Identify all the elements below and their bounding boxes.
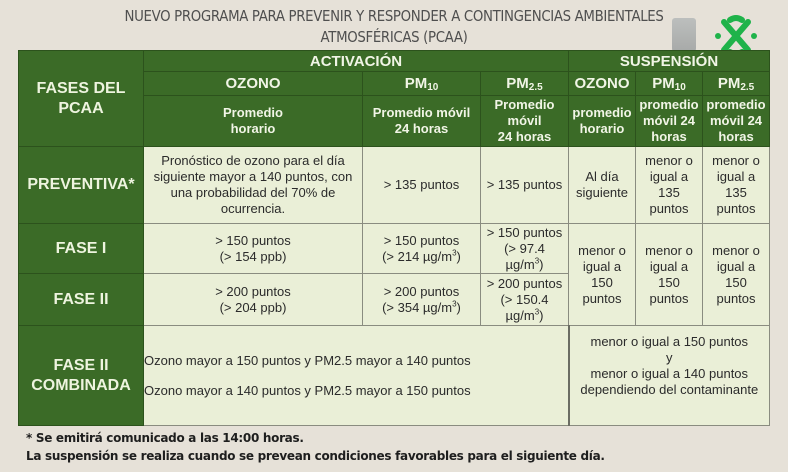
sus-pm10-averaging: promedio móvil 24 horas [636, 96, 703, 147]
table-row-preventiva [19, 147, 770, 224]
combinada-suspension: menor o igual a 150 puntos y menor o igual a 140 puntos dependiendo del contaminante [569, 326, 770, 426]
page-title [55, 6, 733, 48]
phase-preventiva: PREVENTIVA* [19, 147, 144, 224]
act-ozone-header: OZONO [144, 72, 363, 96]
phase-fase-2-combinada: FASE II COMBINADA [19, 326, 144, 426]
table-row-fase-2-combinada [19, 326, 770, 426]
fase2-act-pm25: > 200 puntos (> 150.4 $\mu g/m^3$) [481, 274, 569, 326]
corner-header-line-1: FASES DEL [36, 79, 126, 97]
phase-fase-1: FASE I [19, 224, 144, 274]
combinada-activation-2: Ozono mayor a 140 puntos y PM2.5 mayor a 150 puntos [144, 382, 471, 398]
fase2-act-ozone: > 200 puntos (> 204 ppb) [144, 274, 363, 326]
preventiva-act-ozone: Pronóstico de ozono para el día siguiente mayor a 140 puntos, con una probabilidad del 70% de ocurrencia. [144, 147, 363, 224]
activation-header: ACTIVACIÓN [144, 51, 569, 72]
corner-header [19, 51, 144, 147]
act-pm25-averaging: Promedio móvil 24 horas [481, 96, 569, 147]
footnote-2: La suspensión se realiza cuando se prevean condiciones favorables para el siguiente día. [26, 449, 605, 463]
preventiva-act-pm25: > 135 puntos [481, 147, 569, 224]
sus-pm10-header: $PM_{10}$ [636, 72, 703, 96]
preventiva-sus-pm25: menor o igual a 135 puntos [703, 147, 770, 224]
sus-pm25-averaging: promedio móvil 24 horas [703, 96, 770, 147]
footnote-1: * Se emitirá comunicado a las 14:00 horas. [26, 431, 304, 445]
preventiva-act-pm10: > 135 puntos [363, 147, 481, 224]
phase-fase-2: FASE II [19, 274, 144, 326]
fase1-act-pm25: > 150 puntos (> 97.4 $\mu g/m^3$) [481, 224, 569, 274]
fase1-act-ozone: > 150 puntos (> 154 ppb) [144, 224, 363, 274]
sus-ozone-averaging: promedio horario [569, 96, 636, 147]
act-pm10-header: $PM_{10}$ [363, 72, 481, 96]
fase1-2-sus-pm25: menor o igual a 150 puntos [703, 224, 770, 326]
act-pm25-header: $PM_{2.5}$ [481, 72, 569, 96]
corner-header-line-2: PCAA [58, 99, 104, 117]
fase1-2-sus-ozone: menor o igual a 150 puntos [569, 224, 636, 326]
suspension-header: SUSPENSIÓN [569, 51, 770, 72]
sus-ozone-header: OZONO [569, 72, 636, 96]
preventiva-sus-ozone: Al día siguiente [569, 147, 636, 224]
combinada-activation [144, 326, 569, 426]
sus-pm25-header: $PM_{2.5}$ [703, 72, 770, 96]
fase1-act-pm10: > 150 puntos (> 214 $\mu g/m^3$) [363, 224, 481, 274]
preventiva-sus-pm10: menor o igual a 135 puntos [636, 147, 703, 224]
fase2-act-pm10: > 200 puntos (> 354 $\mu g/m^3$) [363, 274, 481, 326]
title-line-1: NUEVO PROGRAMA PARA PREVENIR Y RESPONDER A CONTINGENCIAS AMBIENTALES [124, 7, 664, 25]
pcaa-table [18, 50, 770, 426]
combinada-activation-1: Ozono mayor a 150 puntos y PM2.5 mayor a 140 puntos [144, 352, 471, 368]
act-ozone-averaging: Promedio horario [144, 96, 363, 147]
footnotes [26, 429, 605, 465]
table-row-fase-1 [19, 224, 770, 274]
title-line-2: ATMOSFÉRICAS (PCAA) [320, 28, 468, 46]
fase1-2-sus-pm10: menor o igual a 150 puntos [636, 224, 703, 326]
act-pm10-averaging: Promedio móvil 24 horas [363, 96, 481, 147]
